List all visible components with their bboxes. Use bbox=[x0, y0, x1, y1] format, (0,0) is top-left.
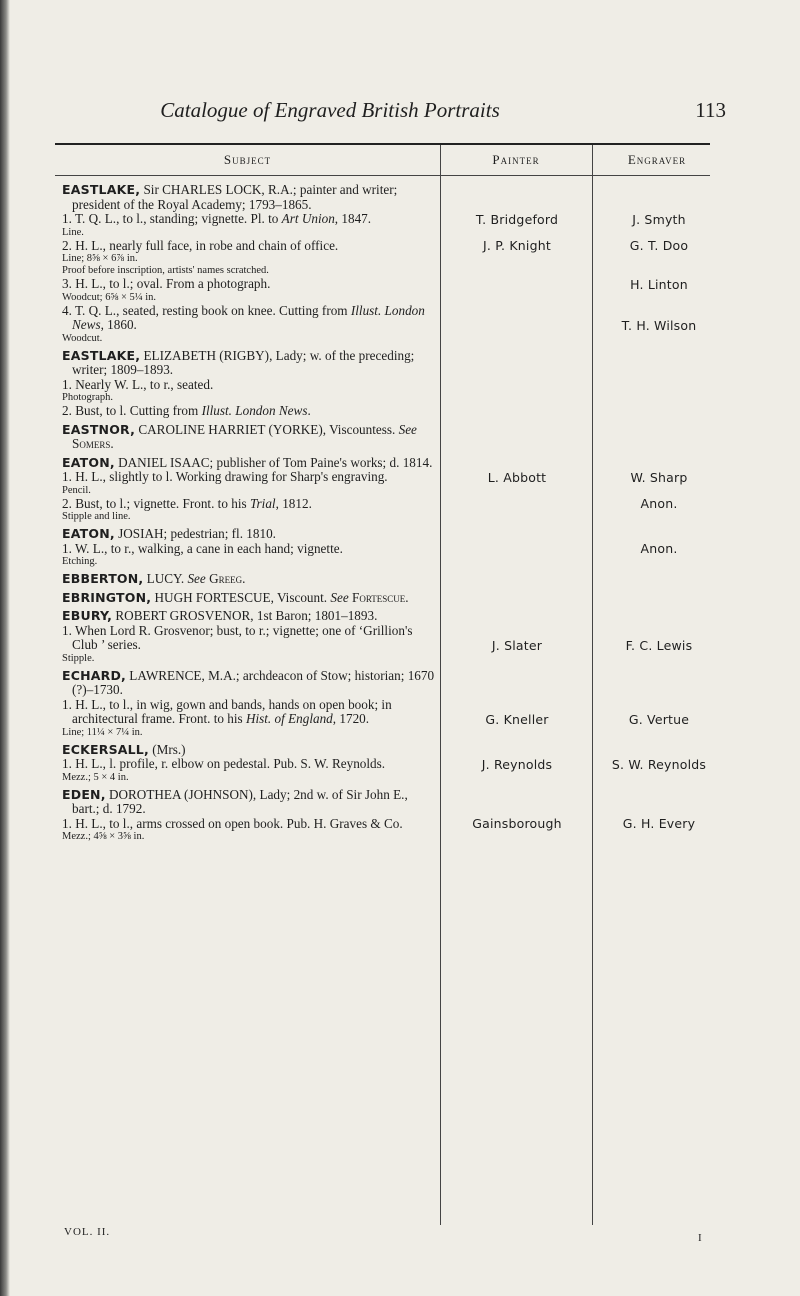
engraver-credit: S. W. Reynolds bbox=[611, 756, 707, 772]
engraver-credit: H. Linton bbox=[630, 276, 688, 292]
cross-reference: Greeg bbox=[209, 571, 243, 586]
portrait-description bbox=[62, 698, 438, 727]
entry-heading bbox=[62, 183, 438, 212]
publication-title: Hist. of England bbox=[245, 711, 333, 726]
sitter-surname: EATON, bbox=[62, 526, 115, 541]
portrait-item bbox=[62, 404, 438, 419]
description-text-end: , 1720. bbox=[332, 711, 370, 726]
painter-credit: Gainsborough bbox=[472, 816, 562, 831]
portrait-item bbox=[62, 624, 438, 665]
catalogue-entry bbox=[62, 669, 438, 739]
sitter-details: HUGH FORTESCUE, Viscount. bbox=[151, 589, 331, 605]
cross-reference-end: . bbox=[242, 571, 246, 586]
portrait-description bbox=[62, 378, 438, 393]
description-text: 1. H. L., l. profile, r. elbow on pedestal. Pub. S. W. Reynolds. bbox=[62, 756, 386, 771]
portrait-item bbox=[62, 304, 438, 345]
header-rule bbox=[55, 143, 710, 145]
sitter-surname: EBRINGTON, bbox=[62, 589, 152, 605]
sitter-surname: EASTLAKE, bbox=[62, 347, 141, 363]
entry-heading bbox=[62, 669, 438, 698]
sitter-details: CAROLINE HARRIET (YORKE), Viscountess. bbox=[135, 421, 399, 437]
engraver-credit: J. Smyth bbox=[632, 211, 686, 227]
entry-heading bbox=[62, 609, 438, 624]
technique-note: Line. bbox=[62, 226, 84, 238]
sitter-details: DOROTHEA (JOHNSON), Lady; 2nd w. of Sir John E., bart.; d. 1792. bbox=[72, 786, 408, 816]
technique-note: Etching. bbox=[62, 556, 98, 567]
catalogue-entry bbox=[62, 349, 438, 419]
sitter-surname: EBBERTON, bbox=[62, 571, 144, 586]
running-header bbox=[0, 98, 800, 128]
portrait-description bbox=[62, 624, 438, 653]
sitter-surname: EDEN, bbox=[62, 786, 106, 802]
signature-mark: I bbox=[698, 1232, 702, 1244]
engraver-credit: G. Vertue bbox=[628, 711, 690, 727]
catalogue-entry bbox=[62, 743, 438, 784]
portrait-description bbox=[62, 277, 438, 292]
technique-note: Line; 8⅝ × 6⅞ in. bbox=[62, 253, 138, 264]
technique-note: Line; 11¼ × 7¼ in. bbox=[62, 726, 143, 738]
publication-title: Illust. London News bbox=[72, 302, 425, 332]
cross-reference-end: . bbox=[110, 436, 114, 451]
entry-heading bbox=[62, 423, 438, 452]
see-reference-label: See bbox=[187, 571, 206, 586]
description-text: 2. Bust, to l.; vignette. Front. to his bbox=[62, 495, 250, 511]
portrait-item bbox=[62, 817, 438, 844]
sitter-details: LUCY. bbox=[143, 571, 188, 586]
state-note: Proof before inscription, artists' names scratched. bbox=[62, 265, 269, 276]
portrait-item bbox=[62, 497, 438, 524]
cross-reference-end: . bbox=[405, 589, 409, 605]
sitter-details: JOSIAH; pedestrian; fl. 1810. bbox=[114, 526, 276, 541]
technique-note: Stipple. bbox=[62, 652, 95, 664]
portrait-description bbox=[62, 470, 438, 485]
description-text: 2. H. L., nearly full face, in robe and chain of office. bbox=[62, 237, 339, 253]
description-text-end: , 1860. bbox=[100, 317, 137, 332]
painter-credit: T. Bridgeford bbox=[475, 211, 559, 227]
sitter-details: DANIEL ISAAC; publisher of Tom Paine's works; d. 1814. bbox=[114, 454, 433, 470]
portrait-description bbox=[62, 212, 438, 227]
sitter-details: ROBERT GROSVENOR, 1st Baron; 1801–1893. bbox=[112, 608, 378, 623]
entry-heading bbox=[62, 456, 438, 471]
page-title: Catalogue of Engraved British Portraits bbox=[160, 98, 500, 122]
description-text: 1. Nearly W. L., to r., seated. bbox=[62, 376, 214, 392]
catalogue-entry bbox=[62, 527, 438, 568]
technique-note: Woodcut. bbox=[62, 332, 103, 344]
portrait-item bbox=[62, 470, 438, 497]
painter-credit: J. P. Knight bbox=[483, 238, 551, 253]
publication-title: Illust. London News bbox=[201, 403, 308, 418]
entry-heading bbox=[62, 788, 438, 817]
painter-credit: J. Reynolds bbox=[481, 756, 553, 772]
description-text: 4. T. Q. L., seated, resting book on knee. Cutting from bbox=[62, 302, 351, 318]
book-spine-shadow bbox=[0, 0, 10, 1296]
description-text: 1. H. L., slightly to l. Working drawing for Sharp's engraving. bbox=[62, 469, 388, 484]
portrait-description bbox=[62, 404, 438, 419]
description-text: 1. H. L., to l., arms crossed on open book. Pub. H. Graves & Co. bbox=[62, 815, 403, 831]
sitter-details: (Mrs.) bbox=[148, 741, 186, 757]
engraver-credit: Anon. bbox=[640, 496, 678, 511]
sitter-details: ELIZABETH (RIGBY), Lady; w. of the preceding; writer; 1809–1893. bbox=[72, 347, 415, 377]
description-text: 1. When Lord R. Grosvenor; bust, to r.; vignette; one of ‘Grillion's Club ’ series. bbox=[62, 622, 413, 652]
description-text-end: , 1812. bbox=[275, 495, 312, 511]
portrait-description bbox=[62, 497, 438, 512]
catalogue-entry bbox=[62, 456, 438, 524]
portrait-item bbox=[62, 277, 438, 304]
publication-title: Trial bbox=[249, 495, 276, 511]
engraver-credit: W. Sharp bbox=[630, 469, 688, 485]
technique-note: Woodcut; 6⅝ × 5¼ in. bbox=[62, 291, 157, 303]
sitter-surname: EBURY, bbox=[62, 608, 113, 623]
description-text: 1. T. Q. L., to l., standing; vignette. Pl. to bbox=[62, 211, 282, 226]
description-text: 2. Bust, to l. Cutting from bbox=[62, 403, 202, 418]
portrait-item bbox=[62, 757, 438, 784]
catalogue-entry bbox=[62, 423, 438, 452]
engraver-credit: Anon. bbox=[640, 541, 678, 556]
painter-credit: G. Kneller bbox=[485, 711, 549, 727]
column-header-painter: Painter bbox=[492, 152, 540, 167]
portrait-description bbox=[62, 817, 438, 832]
description-text: 1. W. L., to r., walking, a cane in each hand; vignette. bbox=[62, 540, 343, 556]
column-divider-2 bbox=[592, 145, 593, 1225]
cross-reference: Somers bbox=[72, 436, 111, 451]
column-header-rule bbox=[55, 175, 710, 176]
catalogue-entry bbox=[62, 183, 438, 345]
description-text-end: , 1847. bbox=[334, 211, 372, 226]
entry-heading bbox=[62, 572, 438, 587]
description-text: 1. H. L., to l., in wig, gown and bands, hands on open book; in architectural frame. Front. to his bbox=[62, 696, 392, 726]
catalogue-entry bbox=[62, 788, 438, 844]
engraver-credit: T. H. Wilson bbox=[621, 317, 697, 333]
sitter-details: LAWRENCE, M.A.; archdeacon of Stow; historian; 1670 (?)–1730. bbox=[72, 667, 435, 697]
technique-note: Stipple and line. bbox=[62, 511, 131, 522]
catalogue-entry bbox=[62, 572, 438, 587]
entry-heading bbox=[62, 591, 438, 606]
description-text-end: . bbox=[307, 403, 311, 418]
column-header-subject: Subject bbox=[223, 152, 272, 167]
entry-heading bbox=[62, 349, 438, 378]
catalogue-entry bbox=[62, 591, 438, 606]
portrait-item bbox=[62, 698, 438, 739]
portrait-item bbox=[62, 212, 438, 239]
see-reference-label: See bbox=[398, 421, 417, 437]
catalogue-entries bbox=[62, 183, 438, 847]
catalogue-entry bbox=[62, 609, 438, 665]
sitter-surname: ECHARD, bbox=[62, 667, 126, 683]
portrait-item bbox=[62, 378, 438, 405]
sitter-surname: ECKERSALL, bbox=[62, 741, 149, 757]
volume-mark: VOL. II. bbox=[64, 1226, 111, 1238]
technique-note: Mezz.; 5 × 4 in. bbox=[62, 771, 129, 783]
technique-note: Mezz.; 4⅝ × 3⅝ in. bbox=[62, 831, 145, 842]
sitter-surname: EASTNOR, bbox=[62, 421, 136, 437]
see-reference-label: See bbox=[330, 589, 349, 605]
portrait-description bbox=[62, 757, 438, 772]
engraver-credit: G. H. Every bbox=[622, 816, 696, 831]
portrait-description bbox=[62, 239, 438, 254]
entry-heading bbox=[62, 743, 438, 758]
portrait-item bbox=[62, 239, 438, 278]
engraver-credit: G. T. Doo bbox=[629, 238, 689, 253]
column-divider-1 bbox=[440, 145, 441, 1225]
page-number: 113 bbox=[695, 98, 726, 122]
painter-credit: J. Slater bbox=[491, 637, 543, 653]
technique-note: Photograph. bbox=[62, 392, 114, 403]
sitter-surname: EASTLAKE, bbox=[62, 182, 141, 197]
portrait-description bbox=[62, 542, 438, 557]
engraver-credit: F. C. Lewis bbox=[625, 637, 693, 653]
painter-credit: L. Abbott bbox=[487, 469, 547, 485]
sitter-surname: EATON, bbox=[62, 454, 115, 470]
description-text: 3. H. L., to l.; oval. From a photograph. bbox=[62, 276, 271, 291]
column-header-engraver: Engraver bbox=[627, 152, 687, 167]
cross-reference: Fortescue bbox=[351, 589, 406, 605]
portrait-item bbox=[62, 542, 438, 569]
publication-title: Art Union bbox=[281, 211, 335, 226]
entry-heading bbox=[62, 527, 438, 542]
technique-note: Pencil. bbox=[62, 484, 91, 496]
portrait-description bbox=[62, 304, 438, 333]
sitter-details: Sir CHARLES LOCK, R.A.; painter and writer; president of the Royal Academy; 1793–1865. bbox=[72, 182, 398, 212]
